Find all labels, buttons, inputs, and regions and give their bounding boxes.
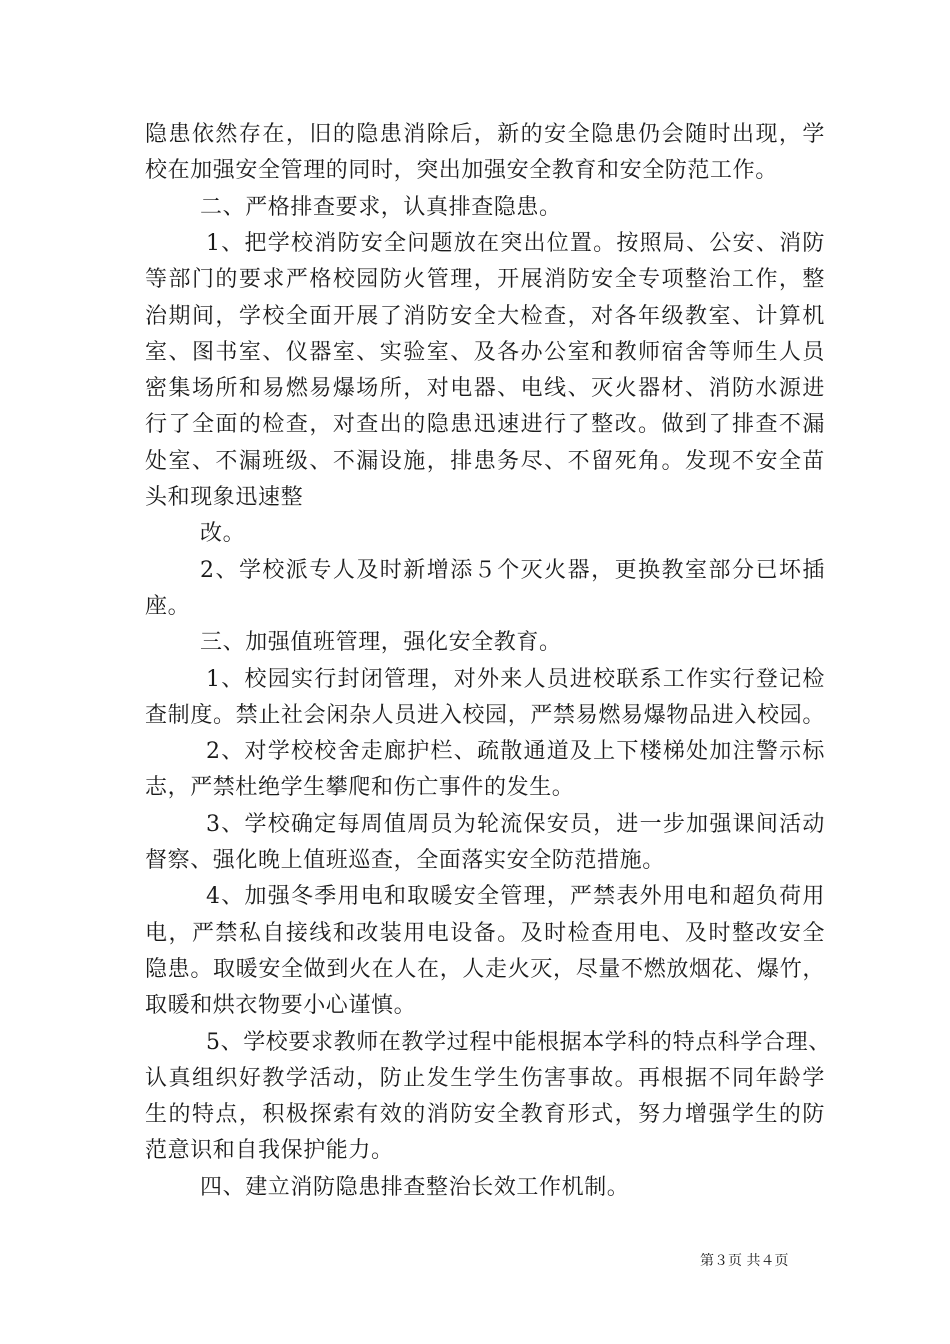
text-line: 2、学校派专人及时新增添５个灭火器，更换教室部分已坏插 (200, 557, 825, 583)
text-line: 处室、不漏班级、不漏设施，排患务尽、不留死角。发现不安全苗 (145, 448, 825, 474)
section-heading: 二、严格排查要求，认真排查隐患。 (200, 194, 562, 220)
text-line: 4、加强冬季用电和取暖安全管理，严禁表外用电和超负荷用 (206, 884, 825, 910)
text-line: 头和现象迅速整 (145, 485, 304, 510)
section-heading: 三、加强值班管理，强化安全教育。 (200, 630, 562, 656)
text-line: 隐患。取暖安全做到火在人在，人走火灭，尽量不燃放烟花、爆竹， (145, 956, 825, 982)
text-line: 治期间，学校全面开展了消防安全大检查，对各年级教室、计算机 (145, 303, 825, 329)
text-line: 1、把学校消防安全问题放在突出位置。按照局、公安、消防 (206, 230, 825, 256)
text-line: 等部门的要求严格校园防火管理，开展消防安全专项整治工作，整 (145, 267, 825, 293)
text-line: 生的特点，积极探索有效的消防安全教育形式，努力增强学生的防 (145, 1102, 825, 1128)
text-line: 座。 (145, 593, 191, 619)
text-line: 取暖和烘衣物要小心谨慎。 (145, 993, 417, 1019)
text-line: 3、学校确定每周值周员为轮流保安员，进一步加强课间活动 (206, 811, 825, 837)
text-line: 室、图书室、仪器室、实验室、及各办公室和教师宿舍等师生人员 (145, 339, 825, 365)
text-line: 行了全面的检查，对查出的隐患迅速进行了整改。做到了排查不漏 (145, 412, 825, 438)
text-line: 查制度。禁止社会闲杂人员进入校园，严禁易燃易爆物品进入校园。 (145, 702, 825, 728)
text-line: 认真组织好教学活动，防止发生学生伤害事故。再根据不同年龄学 (145, 1065, 825, 1091)
section-heading: 四、建立消防隐患排查整治长效工作机制。 (200, 1174, 630, 1200)
text-line: 志，严禁杜绝学生攀爬和伤亡事件的发生。 (145, 775, 575, 801)
text-line: 密集场所和易燃易爆场所，对电器、电线、灭火器材、消防水源进 (145, 376, 825, 402)
text-line: 校在加强安全管理的同时，突出加强安全教育和安全防范工作。 (145, 158, 778, 184)
text-line: 隐患依然存在，旧的隐患消除后，新的安全隐患仍会随时出现，学 (145, 122, 825, 147)
text-line: 2、对学校校舍走廊护栏、疏散通道及上下楼梯处加注警示标 (206, 739, 825, 765)
text-line: 改。 (200, 521, 246, 547)
text-line: 范意识和自我保护能力。 (145, 1138, 394, 1164)
text-line: 5、学校要求教师在教学过程中能根据本学科的特点科学合理、 (206, 1029, 831, 1055)
text-line: 督察、强化晚上值班巡查，全面落实安全防范措施。 (145, 848, 665, 873)
page-number-footer: 第３页 共４页 (700, 1253, 789, 1269)
text-line: 1、校园实行封闭管理，对外来人员进校联系工作实行登记检 (206, 666, 825, 692)
text-line: 电，严禁私自接线和改装用电设备。及时检查用电、及时整改安全 (145, 920, 825, 946)
